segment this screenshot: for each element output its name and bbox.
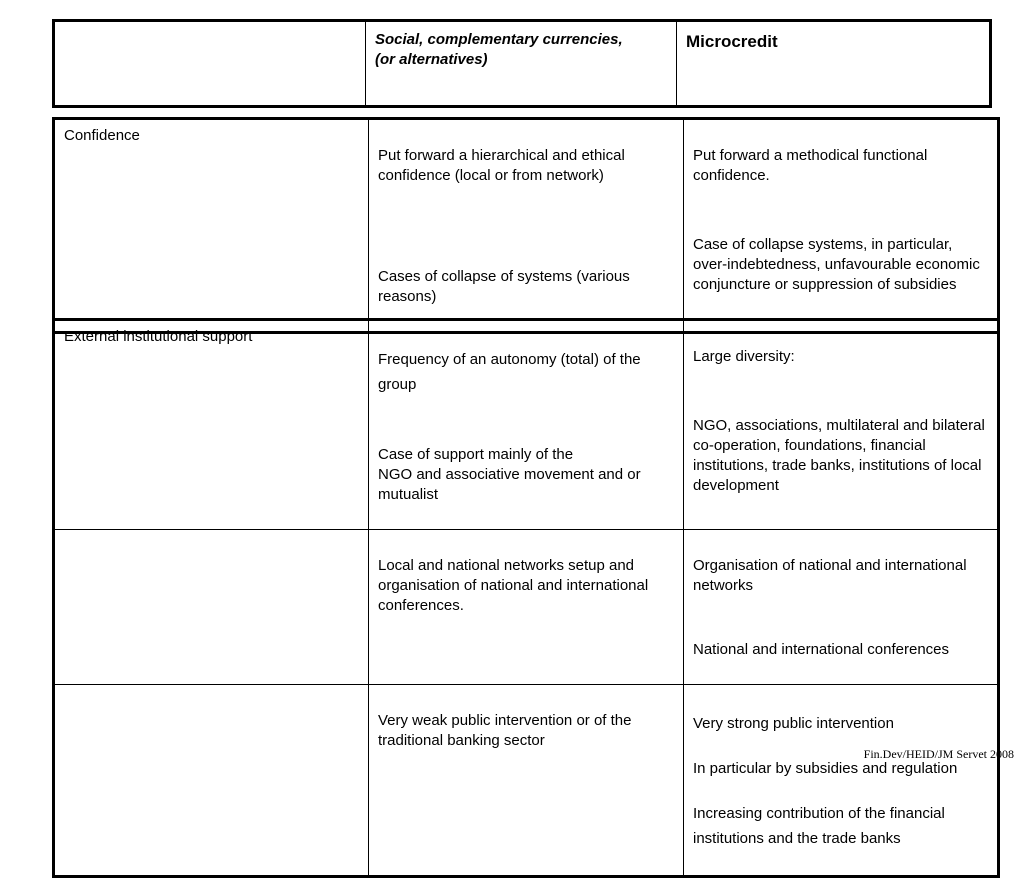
support-row-3 [54, 685, 999, 877]
support-empty-cell-2 [54, 530, 369, 685]
confidence-social-text-2: Cases of collapse of systems (various reasons) [378, 268, 630, 305]
support-micro-cell-3 [684, 685, 999, 877]
header-row [54, 21, 991, 107]
support-social-text-1b: Case of support mainly of the NGO and associative movement and or mutualist [378, 446, 641, 503]
support-social-cell-3 [369, 685, 684, 877]
support-micro-text-1b: NGO, associations, multilateral and bilateral co-operation, foundations, financial institutions, trade banks, institutions of local development [693, 417, 985, 494]
support-micro-text-3b: In particular by subsidies and regulation [693, 760, 958, 777]
support-table [52, 318, 1000, 878]
support-social-text-3: Very weak public intervention or of the traditional banking sector [378, 712, 632, 749]
support-row-1 [54, 320, 999, 530]
support-micro-text-3c: Increasing contribution of the financial institutions and the trade banks [693, 805, 945, 847]
support-micro-cell-2 [684, 530, 999, 685]
support-micro-text-2b: National and international conferences [693, 641, 950, 658]
support-social-text-1a: Frequency of an autonomy (total) of the group [378, 351, 641, 393]
support-micro-text-2a: Organisation of national and international networks [693, 557, 967, 594]
support-micro-cell-1 [684, 320, 999, 530]
confidence-micro-cell [684, 119, 999, 333]
confidence-micro-text-1: Put forward a methodical functional confidence. [693, 147, 928, 184]
support-social-cell-1 [369, 320, 684, 530]
confidence-label: Confidence [54, 119, 369, 333]
support-micro-text-1a: Large diversity: [693, 348, 795, 365]
header-table [52, 19, 992, 108]
confidence-social-text-1: Put forward a hierarchical and ethical confidence (local or from network) [378, 147, 625, 184]
support-micro-text-3a: Very strong public intervention [693, 715, 894, 732]
support-social-text-2: Local and national networks setup and organisation of national and international conferences. [378, 557, 649, 614]
support-empty-cell-3 [54, 685, 369, 877]
support-row-2 [54, 530, 999, 685]
confidence-row [54, 119, 999, 333]
support-social-cell-2 [369, 530, 684, 685]
confidence-micro-text-2: Case of collapse systems, in particular, over-indebtedness, unfavourable economic conjuncture or suppression of subsidies [693, 236, 980, 293]
confidence-table [52, 117, 1000, 334]
header-empty-cell [54, 21, 366, 107]
header-microcredit: Microcredit [677, 21, 991, 107]
header-social-currencies: Social, complementary currencies, (or alternatives) [366, 21, 677, 107]
support-label: External institutional support [54, 320, 369, 530]
footer-credit: Fin.Dev/HEID/JM Servet 2008 [863, 747, 1014, 761]
confidence-social-cell [369, 119, 684, 333]
